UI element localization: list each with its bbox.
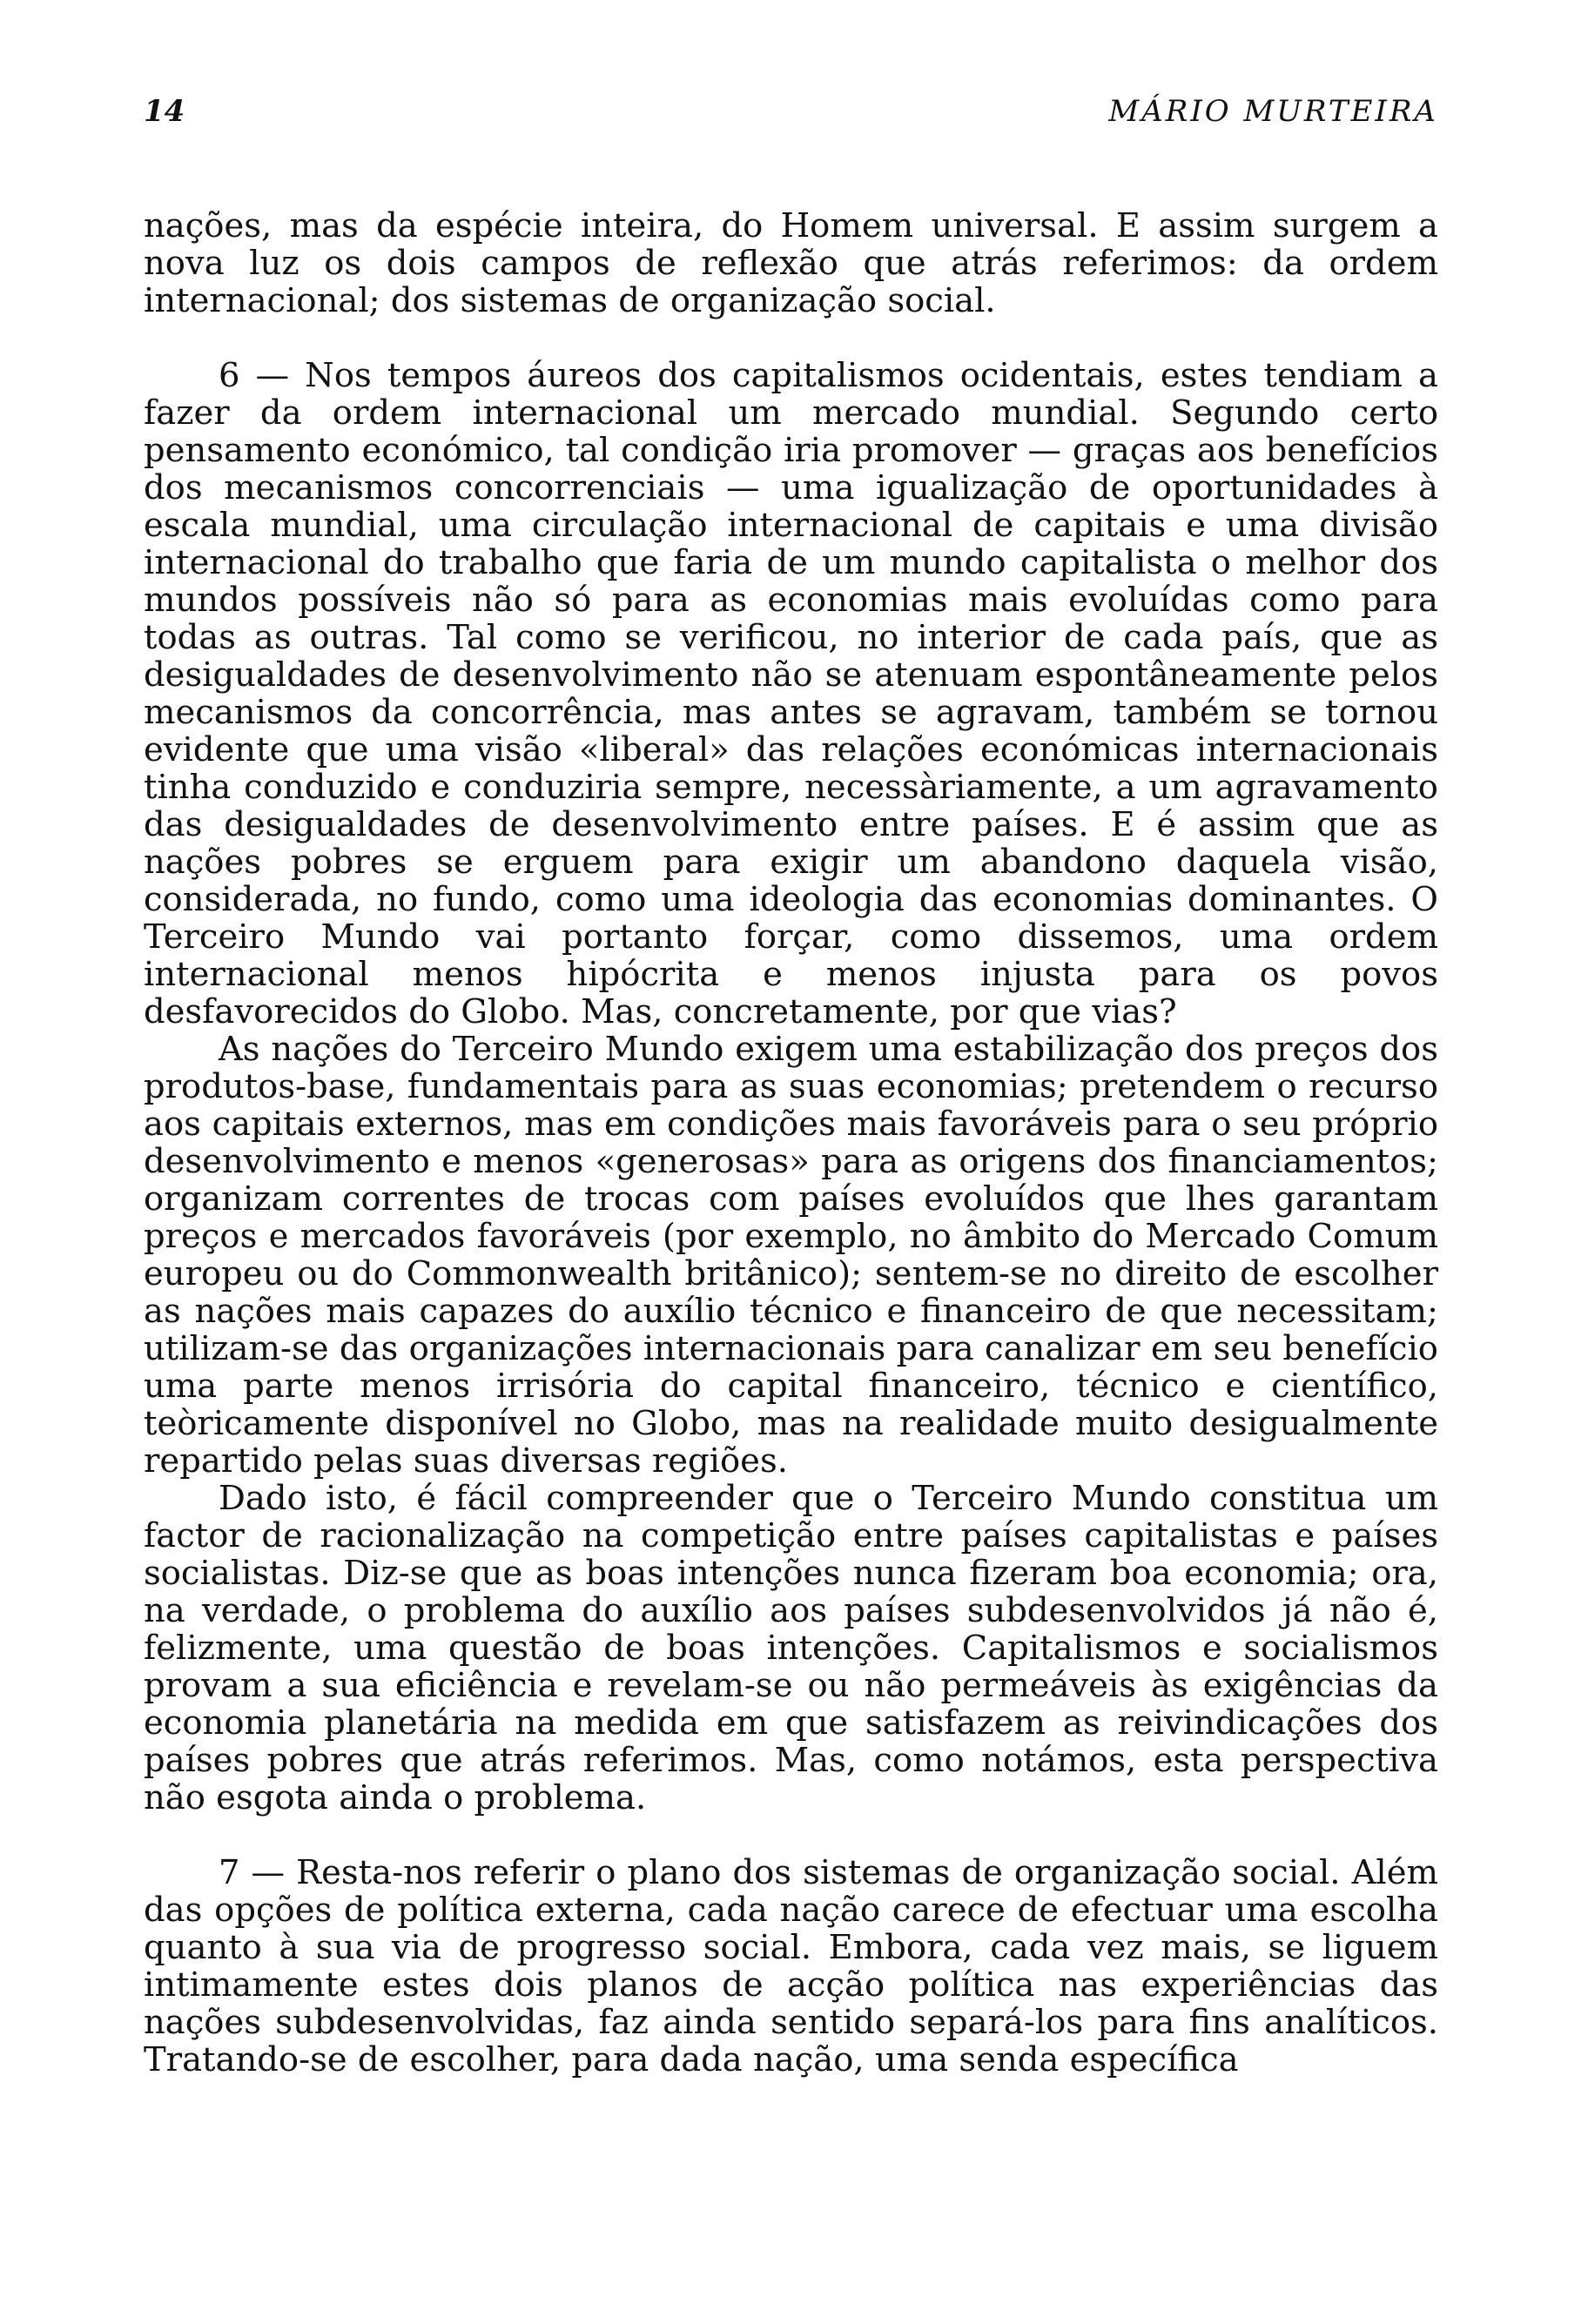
page-number: 14 (144, 94, 185, 129)
paragraph-section-7: 7 — Resta-nos referir o plano dos sistemas de organização social. Além das opções de política externa, cada nação carece de efectuar uma escolha quanto à sua via de progresso social. Embora, cada vez mais, se liguem intimamente estes dois planos de acção política nas experiências das nações subdesenvolvidas, faz ainda sentido separá-los para fins analíticos. Tratando-se de escolher, para dada nação, uma senda específica (144, 1853, 1438, 2079)
paragraph-section-6: 6 — Nos tempos áureos dos capitalismos ocidentais, estes tendiam a fazer da ordem internacional um mercado mundial. Segundo certo pensamento económico, tal condição iria promover — graças aos benefícios dos mecanismos concorrenciais — uma igualização de oportunidades à escala mundial, uma circulação internacional de capitais e uma divisão internacional do trabalho que faria de um mundo capitalista o melhor dos mundos possíveis não só para as economias mais evoluídas como para todas as outras. Tal como se verificou, no interior de cada país, que as desigualdades de desenvolvimento não se atenuam espontâneamente pelos mecanismos da concorrência, mas antes se agravam, também se tornou evidente que uma visão «liberal» das relações económicas internacionais tinha conduzido e conduziria sempre, necessàriamente, a um agravamento das desigualdades de desenvolvimento entre países. E é assim que as nações pobres se erguem para exigir um abandono daquela visão, considerada, no fundo, como uma ideologia das economias dominantes. O Terceiro Mundo vai portanto forçar, como dissemos, uma ordem internacional menos hipócrita e menos injusta para os povos desfavorecidos do Globo. Mas, concretamente, por que vias? (144, 356, 1438, 1031)
paragraph-continuation: nações, mas da espécie inteira, do Homem universal. E assim surgem a nova luz os dois campos de reflexão que atrás referimos: da ordem internacional; dos sistemas de organização social. (144, 206, 1438, 320)
paragraph-third-world-demands: As nações do Terceiro Mundo exigem uma estabilização dos preços dos produtos-base, fundamentais para as suas economias; pretendem o recurso aos capitais externos, mas em condições mais favoráveis para o seu próprio desenvolvimento e menos «generosas» para as origens dos financiamentos; organizam correntes de trocas com países evoluídos que lhes garantam preços e mercados favoráveis (por exemplo, no âmbito do Mercado Comum europeu ou do Commonwealth britânico); sentem-se no direito de escolher as nações mais capazes do auxílio técnico e financeiro de que necessitam; utilizam-se das organizações internacionais para canalizar em seu benefício uma parte menos irrisória do capital financeiro, técnico e científico, teòricamente disponível no Globo, mas na realidade muito desigualmente repartido pelas suas diversas regiões. (144, 1030, 1438, 1481)
running-header (144, 94, 1438, 138)
paragraph-rationalization: Dado isto, é fácil compreender que o Terceiro Mundo constitua um factor de racionalização na competição entre países capitalistas e países socialistas. Diz-se que as boas intenções nunca fizeram boa economia; ora, na verdade, o problema do auxílio aos países subdesenvolvidos já não é, felizmente, uma questão de boas intenções. Capitalismos e socialismos provam a sua eficiência e revelam-se ou não permeáveis às exigências da economia planetária na medida em que satisfazem as reivindicações dos países pobres que atrás referimos. Mas, como notámos, esta perspectiva não esgota ainda o problema. (144, 1479, 1438, 1817)
running-title: MÁRIO MURTEIRA (1108, 94, 1438, 129)
body-text (144, 207, 1438, 2079)
